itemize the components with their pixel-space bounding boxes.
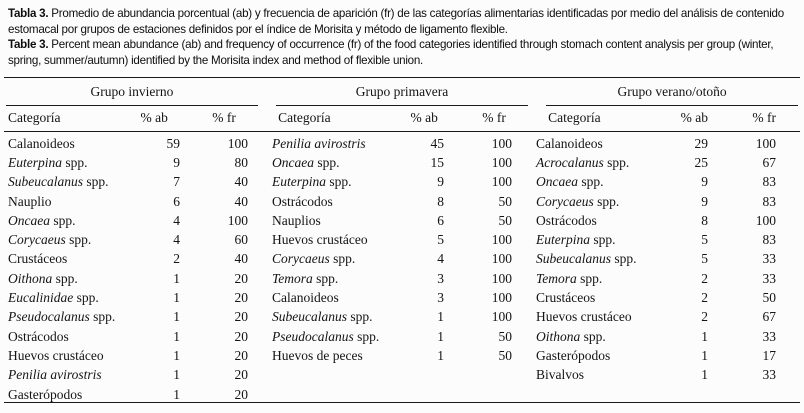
ab-value-cell: 6: [437, 212, 444, 228]
category-cell: Penilia avirostris: [272, 135, 366, 151]
fr-value-cell: 100: [491, 154, 512, 170]
ab-value-cell: 2: [701, 290, 708, 306]
fr-column-header: % fr: [212, 110, 236, 125]
ab-value-cell: 2: [173, 251, 180, 267]
table-row: [270, 211, 534, 230]
category-cell: Calanoideos: [272, 290, 339, 306]
fr-value-cell: 100: [227, 135, 248, 151]
table-row: [270, 173, 534, 192]
category-cell: Ostrácodos: [8, 328, 69, 344]
category-cell: Penilia avirostris: [8, 367, 102, 383]
table-row: [534, 211, 798, 230]
ab-value-cell: 8: [437, 193, 444, 209]
table-row: [6, 250, 270, 269]
caption-english-text: Percent mean abundance (ab) and frequency of occurrence (fr) of the food categories identified through stomach content analysis per group (winter, spring, summer/autumn) identified by the Morisita index and method of flexible union.: [8, 38, 774, 67]
fr-value-cell: 67: [762, 309, 776, 325]
table-row: [6, 192, 270, 211]
fr-value-cell: 100: [491, 309, 512, 325]
category-cell: Oithona spp.: [536, 328, 606, 344]
category-cell: Subeucalanus spp.: [536, 251, 637, 267]
ab-value-cell: 1: [173, 347, 180, 363]
category-cell: Subeucalanus spp.: [8, 174, 109, 190]
ab-value-cell: 15: [430, 154, 444, 170]
group-summer-autumn-title: Grupo verano/otoño: [546, 78, 798, 106]
group-summer-autumn-column-headers: [546, 106, 798, 131]
ab-value-cell: 1: [437, 347, 444, 363]
fr-value-cell: 100: [491, 290, 512, 306]
fr-value-cell: 20: [234, 367, 248, 383]
category-cell: Corycaeus spp.: [272, 251, 356, 267]
ab-value-cell: 59: [166, 135, 180, 151]
table-row: [270, 308, 534, 327]
ab-value-cell: 29: [694, 135, 708, 151]
category-cell: Subeucalanus spp.: [272, 309, 373, 325]
fr-value-cell: 20: [234, 270, 248, 286]
ab-value-cell: 3: [437, 290, 444, 306]
table-body: [4, 132, 800, 404]
category-cell: Pseudocalanus spp.: [8, 309, 116, 325]
fr-value-cell: 60: [234, 232, 248, 248]
fr-value-cell: 40: [234, 251, 248, 267]
table-row: [6, 308, 270, 327]
fr-value-cell: 20: [234, 309, 248, 325]
ab-value-cell: 1: [701, 347, 708, 363]
ab-value-cell: 5: [437, 232, 444, 248]
fr-column-header: % fr: [482, 110, 506, 125]
fr-value-cell: 33: [762, 251, 776, 267]
ab-value-cell: 4: [173, 212, 180, 228]
ab-value-cell: 1: [173, 386, 180, 402]
category-cell: Pseudocalanus spp.: [272, 328, 380, 344]
fr-value-cell: 80: [234, 154, 248, 170]
fr-value-cell: 100: [491, 270, 512, 286]
caption-english: [8, 37, 796, 68]
fr-value-cell: 100: [755, 212, 776, 228]
group-summer-autumn-rows: [534, 132, 798, 385]
table-row: [534, 346, 798, 365]
table-row: [534, 269, 798, 288]
table-row: [6, 327, 270, 346]
group-spring-header-cell: [276, 78, 528, 106]
table-row: [534, 250, 798, 269]
ab-value-cell: 9: [437, 174, 444, 190]
table-row: [6, 134, 270, 153]
category-cell: Corycaeus spp.: [536, 193, 620, 209]
fr-value-cell: 83: [762, 193, 776, 209]
category-cell: Nauplios: [272, 212, 321, 228]
group-title-row: [4, 78, 800, 106]
ab-value-cell: 4: [437, 251, 444, 267]
ab-value-cell: 4: [173, 232, 180, 248]
fr-value-cell: 20: [234, 347, 248, 363]
fr-value-cell: 50: [762, 290, 776, 306]
fr-value-cell: 33: [762, 270, 776, 286]
ab-value-cell: 1: [173, 290, 180, 306]
category-cell: Calanoideos: [8, 135, 75, 151]
table-row: [6, 153, 270, 172]
ab-value-cell: 1: [173, 367, 180, 383]
fr-value-cell: 83: [762, 174, 776, 190]
category-column-header: Categoría: [278, 110, 331, 125]
table-row: [6, 366, 270, 385]
category-cell: Huevos de peces: [272, 347, 363, 363]
table-row: [270, 134, 534, 153]
ab-column-header: % ab: [410, 110, 438, 125]
group-winter-column-headers: [6, 106, 258, 131]
group-spring-rows: [270, 132, 534, 366]
table-caption-block: [0, 0, 804, 68]
category-column-header: Categoría: [8, 110, 61, 125]
group-spring-column-headers: [276, 106, 528, 131]
ab-value-cell: 1: [173, 328, 180, 344]
table-row: [270, 327, 534, 346]
fr-value-cell: 100: [755, 135, 776, 151]
table-row: [270, 269, 534, 288]
category-cell: Euterpina spp.: [536, 232, 616, 248]
ab-value-cell: 3: [437, 270, 444, 286]
fr-value-cell: 100: [227, 212, 248, 228]
ab-value-cell: 5: [701, 251, 708, 267]
category-cell: Gasterópodos: [8, 386, 83, 402]
table-row: [270, 153, 534, 172]
fr-value-cell: 20: [234, 290, 248, 306]
category-cell: Eucalinidae spp.: [8, 290, 99, 306]
table-row: [270, 250, 534, 269]
fr-column-header: % fr: [752, 110, 776, 125]
ab-value-cell: 5: [701, 232, 708, 248]
category-cell: Oncaea spp.: [272, 154, 340, 170]
category-cell: Bivalvos: [536, 367, 585, 383]
table-row: [270, 230, 534, 249]
fr-value-cell: 40: [234, 193, 248, 209]
fr-value-cell: 67: [762, 154, 776, 170]
fr-value-cell: 20: [234, 386, 248, 402]
ab-value-cell: 1: [173, 270, 180, 286]
category-cell: Acrocalanus spp.: [536, 154, 630, 170]
fr-value-cell: 100: [491, 135, 512, 151]
caption-spanish: [8, 6, 796, 37]
ab-value-cell: 9: [173, 154, 180, 170]
table-row: [534, 134, 798, 153]
caption-english-label: Table 3.: [8, 38, 49, 52]
table-row: [534, 173, 798, 192]
fr-value-cell: 83: [762, 232, 776, 248]
category-cell: Calanoideos: [536, 135, 603, 151]
fr-value-cell: 20: [234, 328, 248, 344]
category-cell: Oncaea spp.: [8, 212, 76, 228]
ab-value-cell: 7: [173, 174, 180, 190]
table-row: [534, 288, 798, 307]
table-row: [270, 192, 534, 211]
table-row: [534, 327, 798, 346]
fr-value-cell: 100: [491, 232, 512, 248]
caption-spanish-label: Tabla 3.: [8, 7, 49, 20]
table-row: [6, 211, 270, 230]
category-cell: Euterpina spp.: [8, 154, 88, 170]
data-table: [4, 77, 800, 403]
ab-value-cell: 1: [437, 328, 444, 344]
fr-value-cell: 50: [498, 347, 512, 363]
table-row: [6, 385, 270, 404]
table-row: [534, 192, 798, 211]
ab-value-cell: 6: [173, 193, 180, 209]
fr-value-cell: 50: [498, 212, 512, 228]
ab-value-cell: 2: [701, 309, 708, 325]
fr-value-cell: 50: [498, 328, 512, 344]
fr-value-cell: 50: [498, 193, 512, 209]
category-column-header: Categoría: [548, 110, 601, 125]
ab-value-cell: 1: [173, 309, 180, 325]
table-row: [270, 288, 534, 307]
category-cell: Euterpina spp.: [272, 174, 352, 190]
fr-value-cell: 40: [234, 174, 248, 190]
category-cell: Oithona spp.: [8, 270, 78, 286]
ab-column-header: % ab: [680, 110, 708, 125]
category-cell: Gasterópodos: [536, 347, 611, 363]
table-row: [6, 288, 270, 307]
group-spring-title: Grupo primavera: [276, 78, 528, 106]
ab-value-cell: 1: [701, 367, 708, 383]
ab-value-cell: 1: [701, 328, 708, 344]
category-cell: Crustáceos: [536, 290, 596, 306]
ab-value-cell: 45: [430, 135, 444, 151]
ab-value-cell: 1: [437, 309, 444, 325]
category-cell: Temora spp.: [536, 270, 603, 286]
category-cell: Corycaeus spp.: [8, 232, 92, 248]
group-winter-rows: [6, 132, 270, 404]
table-row: [270, 346, 534, 365]
fr-value-cell: 33: [762, 328, 776, 344]
category-cell: Crustáceos: [8, 251, 68, 267]
group-winter-header-cell: [6, 78, 258, 106]
group-winter-title: Grupo invierno: [6, 78, 258, 106]
category-cell: Huevos crustáceo: [8, 347, 104, 363]
category-cell: Temora spp.: [272, 270, 339, 286]
fr-value-cell: 17: [762, 347, 776, 363]
caption-spanish-text: Promedio de abundancia porcentual (ab) y frecuencia de aparición (fr) de las categorías alimentarias identificadas por medio del análisis de contenido estomacal por grupos de estaciones definidos por el índice de Morisita y método de ligamento flexible.: [8, 7, 784, 36]
ab-value-cell: 9: [701, 193, 708, 209]
table-row: [534, 308, 798, 327]
table-row: [534, 230, 798, 249]
category-cell: Ostrácodos: [536, 212, 597, 228]
category-cell: Oncaea spp.: [536, 174, 604, 190]
table-row: [6, 230, 270, 249]
table-row: [534, 153, 798, 172]
fr-value-cell: 100: [491, 251, 512, 267]
fr-value-cell: 100: [491, 174, 512, 190]
table-row: [6, 173, 270, 192]
category-cell: Huevos crustáceo: [536, 309, 632, 325]
ab-value-cell: 25: [694, 154, 708, 170]
ab-value-cell: 9: [701, 174, 708, 190]
category-cell: Ostrácodos: [272, 193, 333, 209]
column-header-row: [4, 106, 800, 132]
table-row: [6, 269, 270, 288]
table-row: [6, 346, 270, 365]
group-summer-autumn-header-cell: [546, 78, 798, 106]
ab-value-cell: 8: [701, 212, 708, 228]
category-cell: Nauplio: [8, 193, 52, 209]
fr-value-cell: 33: [762, 367, 776, 383]
ab-value-cell: 2: [701, 270, 708, 286]
table-row: [534, 366, 798, 385]
ab-column-header: % ab: [140, 110, 168, 125]
category-cell: Huevos crustáceo: [272, 232, 368, 248]
